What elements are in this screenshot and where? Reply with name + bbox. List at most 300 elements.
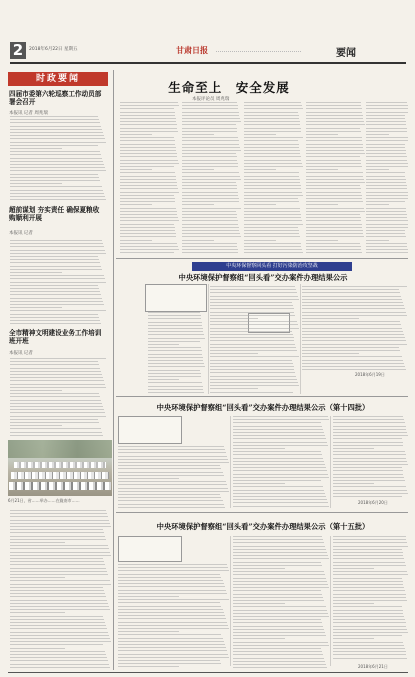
text-line xyxy=(244,236,300,237)
text-line xyxy=(210,360,292,361)
text-line xyxy=(306,134,338,135)
text-line xyxy=(233,638,285,639)
text-line xyxy=(118,468,221,469)
text-line xyxy=(210,344,295,345)
text-line xyxy=(233,635,326,636)
feature-banner: 中央环保督察回头看 打好污染防治攻坚战 xyxy=(192,262,352,271)
text-line xyxy=(233,477,329,478)
text-line xyxy=(366,121,406,122)
text-line xyxy=(244,102,301,103)
text-line xyxy=(210,392,293,393)
text-line xyxy=(182,160,237,161)
text-line xyxy=(233,629,324,630)
text-line xyxy=(233,651,322,652)
text-line xyxy=(120,144,175,145)
text-line xyxy=(210,337,294,338)
text-line xyxy=(210,385,299,386)
text-line xyxy=(233,493,325,494)
text-line xyxy=(233,600,324,601)
text-line xyxy=(118,446,224,447)
text-line xyxy=(10,435,103,436)
text-line xyxy=(333,454,406,455)
text-line xyxy=(244,108,303,109)
text-line xyxy=(333,594,406,595)
text-line xyxy=(182,240,214,241)
text-line xyxy=(244,169,276,170)
text-line xyxy=(10,644,103,645)
text-line xyxy=(10,428,101,429)
text-line xyxy=(333,597,406,598)
text-line xyxy=(118,641,224,642)
text-line xyxy=(244,137,303,138)
text-line xyxy=(10,145,98,146)
article-title-3: 全市精神文明建设业务工作培训班开班 xyxy=(9,329,102,345)
text-line xyxy=(302,308,405,309)
text-line xyxy=(118,491,229,492)
text-line xyxy=(120,150,176,151)
text-line xyxy=(302,292,400,293)
text-line xyxy=(333,438,402,439)
text-line xyxy=(366,156,407,157)
text-line xyxy=(333,419,404,420)
text-line xyxy=(244,134,276,135)
text-line xyxy=(244,156,301,157)
text-line xyxy=(366,195,408,196)
text-line xyxy=(10,422,99,423)
text-line xyxy=(233,632,325,633)
text-line xyxy=(120,208,176,209)
text-line xyxy=(233,536,322,537)
text-line xyxy=(366,198,408,199)
text-line xyxy=(366,124,406,125)
page-bottom-rule xyxy=(8,672,408,673)
text-line xyxy=(10,371,101,372)
text-line xyxy=(306,230,363,231)
text-line xyxy=(302,350,400,351)
text-line xyxy=(118,507,225,508)
text-line xyxy=(233,499,327,500)
text-line xyxy=(10,564,105,565)
text-line xyxy=(210,376,296,377)
text-line xyxy=(302,312,406,313)
text-line xyxy=(118,602,220,603)
text-line xyxy=(366,192,408,193)
text-line xyxy=(333,539,406,540)
text-line xyxy=(333,546,408,547)
text-line xyxy=(10,654,106,655)
text-line xyxy=(118,599,229,600)
text-line xyxy=(118,638,223,639)
text-line xyxy=(233,506,329,507)
text-line xyxy=(233,451,321,452)
text-line xyxy=(210,302,292,303)
text-line xyxy=(366,211,406,212)
text-line xyxy=(244,230,299,231)
text-line xyxy=(366,131,407,132)
text-line xyxy=(333,571,407,572)
text-line xyxy=(333,451,405,452)
text-line xyxy=(118,609,223,610)
text-line xyxy=(182,185,237,186)
text-line xyxy=(10,526,111,527)
text-line xyxy=(120,185,177,186)
text-line xyxy=(10,167,105,168)
notice-box-2 xyxy=(118,416,182,444)
text-line xyxy=(10,170,106,171)
text-line xyxy=(182,172,239,173)
text-line xyxy=(10,584,111,585)
text-line xyxy=(10,158,102,159)
text-line xyxy=(10,246,104,247)
text-line xyxy=(10,183,62,184)
text-line xyxy=(233,542,324,543)
text-line xyxy=(333,565,406,566)
text-line xyxy=(233,578,326,579)
text-line xyxy=(10,148,62,149)
text-line xyxy=(10,558,103,559)
text-line xyxy=(120,217,178,218)
text-line xyxy=(118,494,220,495)
text-line xyxy=(306,211,365,212)
text-line xyxy=(306,105,361,106)
text-line xyxy=(148,334,204,335)
text-line xyxy=(182,137,238,138)
text-line xyxy=(306,144,363,145)
text-line xyxy=(233,422,321,423)
text-line xyxy=(244,224,303,225)
text-line xyxy=(333,648,405,649)
text-line xyxy=(148,363,204,364)
text-line xyxy=(244,195,303,196)
text-line xyxy=(306,128,360,129)
text-line xyxy=(306,252,362,253)
text-line xyxy=(366,204,389,205)
text-line xyxy=(366,128,407,129)
text-line xyxy=(333,490,407,491)
text-line xyxy=(148,325,202,326)
text-line xyxy=(306,246,361,247)
text-line xyxy=(10,269,102,270)
text-line xyxy=(148,354,202,355)
text-line xyxy=(210,305,293,306)
text-line xyxy=(233,642,328,643)
text-line xyxy=(333,474,403,475)
text-line xyxy=(10,628,107,629)
text-line xyxy=(244,249,302,250)
text-line xyxy=(118,650,227,651)
text-line xyxy=(118,618,226,619)
text-line xyxy=(233,435,325,436)
text-line xyxy=(244,240,276,241)
text-line xyxy=(10,651,105,652)
text-line xyxy=(10,552,110,553)
text-line xyxy=(210,372,295,373)
text-line xyxy=(333,435,408,436)
text-line xyxy=(333,458,406,459)
text-line xyxy=(233,470,327,471)
text-line xyxy=(233,645,329,646)
text-line xyxy=(210,366,294,367)
text-line xyxy=(10,282,106,283)
text-line xyxy=(333,558,404,559)
text-line xyxy=(118,663,221,664)
text-line xyxy=(333,549,402,550)
masthead-rule xyxy=(10,62,406,64)
notice-column-rule-3 xyxy=(230,416,231,508)
text-line xyxy=(118,615,225,616)
text-line xyxy=(210,318,258,319)
text-line xyxy=(233,603,285,604)
text-line xyxy=(10,374,102,375)
text-line xyxy=(120,102,178,103)
text-line xyxy=(10,606,109,607)
text-line xyxy=(244,144,299,145)
text-line xyxy=(302,347,399,348)
text-line xyxy=(233,581,327,582)
text-line xyxy=(10,510,106,511)
text-line xyxy=(366,214,407,215)
notice-divider-2 xyxy=(116,396,408,397)
text-line xyxy=(148,376,201,377)
text-line xyxy=(10,259,99,260)
text-line xyxy=(244,147,299,148)
text-line xyxy=(302,318,359,319)
text-line xyxy=(182,176,240,177)
text-line xyxy=(306,198,362,199)
text-line xyxy=(182,124,236,125)
text-line xyxy=(333,461,407,462)
text-line xyxy=(333,629,407,630)
text-line xyxy=(118,660,220,661)
text-line xyxy=(302,299,402,300)
text-line xyxy=(366,217,407,218)
text-line xyxy=(366,137,408,138)
text-line xyxy=(233,667,327,668)
text-line xyxy=(120,163,179,164)
text-line xyxy=(366,179,406,180)
text-line xyxy=(210,340,294,341)
text-line xyxy=(306,102,361,103)
text-line xyxy=(10,151,100,152)
text-line xyxy=(244,217,301,218)
text-line xyxy=(244,233,299,234)
text-line xyxy=(10,574,108,575)
text-line xyxy=(244,246,301,247)
text-line xyxy=(182,220,238,221)
text-line xyxy=(118,647,226,648)
text-line xyxy=(366,233,405,234)
text-line xyxy=(233,654,323,655)
text-line xyxy=(233,429,323,430)
text-line xyxy=(333,426,406,427)
text-line xyxy=(233,432,324,433)
notice-title-1: 中央环境保护督察组“回头看”交办案件办理结果公示 xyxy=(178,273,348,282)
text-line xyxy=(244,220,302,221)
text-line xyxy=(182,156,237,157)
text-line xyxy=(333,610,403,611)
text-line xyxy=(244,128,301,129)
text-line xyxy=(306,108,362,109)
text-line xyxy=(10,667,110,668)
text-line xyxy=(233,648,321,649)
text-line xyxy=(333,464,408,465)
text-line xyxy=(10,548,109,549)
text-line xyxy=(306,150,364,151)
text-line xyxy=(233,539,323,540)
text-line xyxy=(10,635,109,636)
text-line xyxy=(118,564,227,565)
text-line xyxy=(118,612,224,613)
text-line xyxy=(118,593,227,594)
text-line xyxy=(306,214,360,215)
text-line xyxy=(118,596,179,597)
text-line xyxy=(10,641,111,642)
text-line xyxy=(333,536,406,537)
text-line xyxy=(244,214,301,215)
text-line xyxy=(333,578,402,579)
text-line xyxy=(10,425,62,426)
notice-column-rule-4 xyxy=(330,416,331,508)
text-line xyxy=(182,118,240,119)
photo-crowd-row-3 xyxy=(9,482,111,490)
text-line xyxy=(10,516,108,517)
text-line xyxy=(233,584,328,585)
text-line xyxy=(120,137,174,138)
text-line xyxy=(366,176,405,177)
text-line xyxy=(10,660,108,661)
text-line xyxy=(182,153,236,154)
text-line xyxy=(233,549,326,550)
text-line xyxy=(182,112,239,113)
text-line xyxy=(10,619,104,620)
text-line xyxy=(233,490,324,491)
text-line xyxy=(333,416,403,417)
text-line xyxy=(366,227,408,228)
text-line xyxy=(306,188,361,189)
text-line xyxy=(10,272,62,273)
text-line xyxy=(10,400,101,401)
text-line xyxy=(10,396,100,397)
text-line xyxy=(182,192,238,193)
text-line xyxy=(118,462,229,463)
text-line xyxy=(120,236,176,237)
text-line xyxy=(10,406,103,407)
text-line xyxy=(10,361,98,362)
text-line xyxy=(366,102,407,103)
text-line xyxy=(10,240,102,241)
text-line xyxy=(366,163,408,164)
text-line xyxy=(366,147,405,148)
text-line xyxy=(333,619,405,620)
text-line xyxy=(366,105,408,106)
text-line xyxy=(366,236,406,237)
text-line xyxy=(333,622,406,623)
text-line xyxy=(10,129,102,130)
text-line xyxy=(233,562,321,563)
text-line xyxy=(306,131,361,132)
text-line xyxy=(10,314,98,315)
text-line xyxy=(10,536,105,537)
text-line xyxy=(148,366,205,367)
text-line xyxy=(244,227,298,228)
text-line xyxy=(302,302,403,303)
text-line xyxy=(233,664,326,665)
article-title-1: 四届市委第六轮巡察工作动员部署会召开 xyxy=(9,90,102,106)
text-line xyxy=(333,486,406,487)
text-line xyxy=(366,243,407,244)
text-line xyxy=(118,488,228,489)
text-line xyxy=(120,214,177,215)
text-line xyxy=(10,294,101,295)
text-line xyxy=(302,363,404,364)
text-line xyxy=(233,442,327,443)
text-line xyxy=(233,546,325,547)
text-line xyxy=(120,108,174,109)
text-line xyxy=(118,497,221,498)
text-line xyxy=(118,625,228,626)
text-line xyxy=(148,392,204,393)
text-line xyxy=(182,166,238,167)
text-line xyxy=(302,356,402,357)
text-line xyxy=(118,580,223,581)
text-line xyxy=(210,334,293,335)
text-line xyxy=(306,112,362,113)
text-line xyxy=(118,481,226,482)
text-line xyxy=(182,233,240,234)
text-line xyxy=(233,454,322,455)
text-line xyxy=(120,220,179,221)
text-line xyxy=(10,412,105,413)
text-line xyxy=(120,153,177,154)
text-line xyxy=(366,118,405,119)
text-line xyxy=(10,561,104,562)
text-line xyxy=(233,594,322,595)
notice-column-rule-2 xyxy=(300,284,301,394)
text-line xyxy=(10,555,111,556)
text-line xyxy=(10,616,103,617)
text-line xyxy=(233,574,325,575)
text-line xyxy=(333,552,403,553)
text-line xyxy=(306,220,361,221)
text-line xyxy=(10,568,106,569)
text-line xyxy=(244,208,300,209)
text-line xyxy=(302,321,400,322)
text-line xyxy=(366,134,389,135)
text-line xyxy=(10,358,106,359)
text-line xyxy=(120,140,175,141)
text-line xyxy=(302,305,404,306)
text-line xyxy=(306,185,360,186)
text-line xyxy=(10,416,106,417)
text-line xyxy=(306,240,338,241)
text-line xyxy=(10,126,101,127)
text-line xyxy=(10,545,108,546)
text-line xyxy=(10,638,110,639)
text-line xyxy=(333,470,403,471)
text-line xyxy=(118,657,229,658)
text-line xyxy=(333,562,405,563)
text-line xyxy=(120,192,179,193)
text-line xyxy=(233,558,329,559)
text-line xyxy=(182,252,238,253)
text-line xyxy=(148,322,202,323)
text-line xyxy=(182,140,239,141)
text-line xyxy=(10,304,104,305)
text-line xyxy=(366,169,389,170)
text-line xyxy=(182,217,237,218)
text-line xyxy=(210,296,298,297)
text-line xyxy=(10,298,102,299)
